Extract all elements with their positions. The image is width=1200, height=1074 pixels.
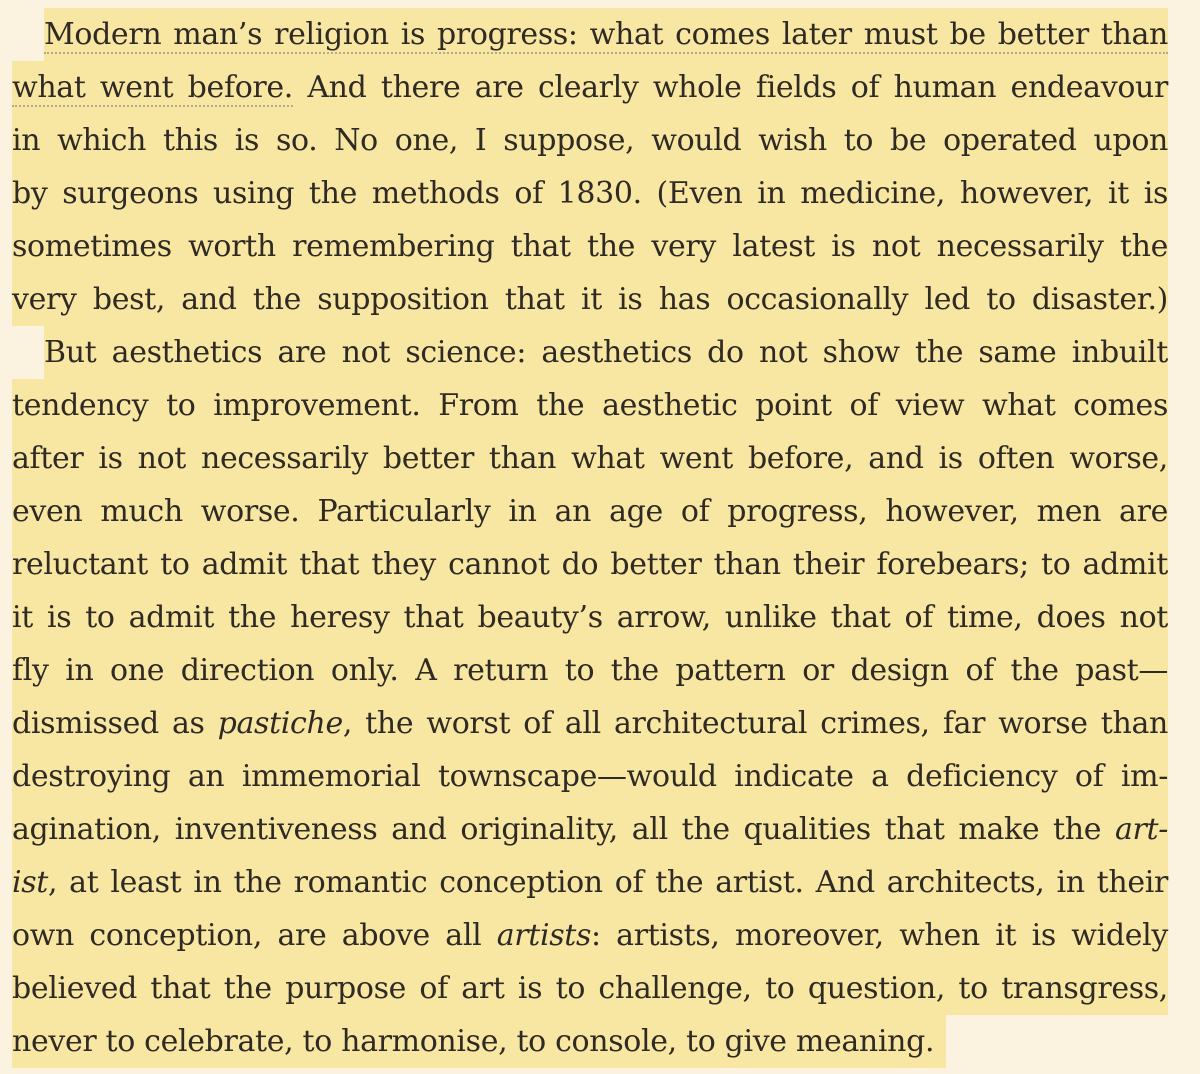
highlight: in which this is so. No one, I suppose, would wish to be operated upon [12, 114, 1168, 167]
highlight: it is to admit the heresy that beauty’s arrow, unlike that of time, does not [12, 591, 1168, 644]
underlined-text: Modern man’s religion is progress: what comes later must be better than [44, 17, 1168, 52]
italic-text: artists [496, 918, 591, 953]
highlight: very best, and the supposition that it is has occasionally led to disaster.) [12, 273, 1168, 326]
highlight [12, 803, 1168, 856]
line-text: , the worst of all architectural crimes, far worse than [342, 706, 1168, 741]
text-line [12, 1015, 1168, 1068]
text-line [12, 220, 1168, 273]
line-text: own conception, are above all [12, 918, 497, 953]
highlight [12, 697, 1168, 750]
text-line [12, 538, 1168, 591]
highlight: tendency to improvement. From the aesthetic point of view what comes [12, 379, 1168, 432]
highlight: destroying an immemorial townscape—would indicate a deficiency of im- [12, 750, 1168, 803]
highlight: reluctant to admit that they cannot do better than their forebears; to admit [12, 538, 1168, 591]
highlight: fly in one direction only. A return to the pattern or design of the past— [12, 644, 1168, 697]
text-line [12, 379, 1168, 432]
text-line [12, 856, 1168, 909]
highlight: But aesthetics are not science: aesthetics do not show the same inbuilt [44, 326, 1168, 379]
text-line [12, 644, 1168, 697]
italic-text: ist [12, 865, 48, 900]
highlight [12, 856, 1168, 909]
text-line [12, 697, 1168, 750]
highlighted-passage [12, 8, 1168, 1068]
line-text: , at least in the romantic conception of the artist. And architects, in their [48, 865, 1168, 900]
highlight: never to celebrate, to harmonise, to console, to give meaning. [12, 1015, 946, 1068]
highlight [44, 8, 1168, 61]
text-line [12, 485, 1168, 538]
text-line [12, 750, 1168, 803]
text-line [12, 326, 1168, 379]
highlight: even much worse. Particularly in an age of progress, however, men are [12, 485, 1168, 538]
text-line [12, 167, 1168, 220]
text-line [12, 803, 1168, 856]
highlight: sometimes worth remembering that the very latest is not necessarily the [12, 220, 1168, 273]
line-text: agination, inventiveness and originality, all the qualities that make the [12, 812, 1115, 847]
line-text: dismissed as [12, 706, 218, 741]
text-line [12, 114, 1168, 167]
text-line [12, 273, 1168, 326]
line-text: And there are clearly whole fields of human endeavour [293, 70, 1168, 105]
italic-text: pastiche [217, 706, 343, 741]
text-line [12, 909, 1168, 962]
text-line [12, 8, 1168, 61]
line-text: : artists, moreover, when it is widely [591, 918, 1168, 953]
highlight [12, 61, 1168, 114]
highlight: by surgeons using the methods of 1830. (Even in medicine, however, it is [12, 167, 1168, 220]
underlined-text: what went before. [12, 70, 293, 105]
highlight: after is not necessarily better than what went before, and is often worse, [12, 432, 1168, 485]
text-line [12, 591, 1168, 644]
text-line [12, 432, 1168, 485]
text-line [12, 962, 1168, 1015]
highlight [12, 909, 1168, 962]
highlight: believed that the purpose of art is to challenge, to question, to transgress, [12, 962, 1168, 1015]
italic-text: art- [1114, 812, 1168, 847]
text-line [12, 61, 1168, 114]
